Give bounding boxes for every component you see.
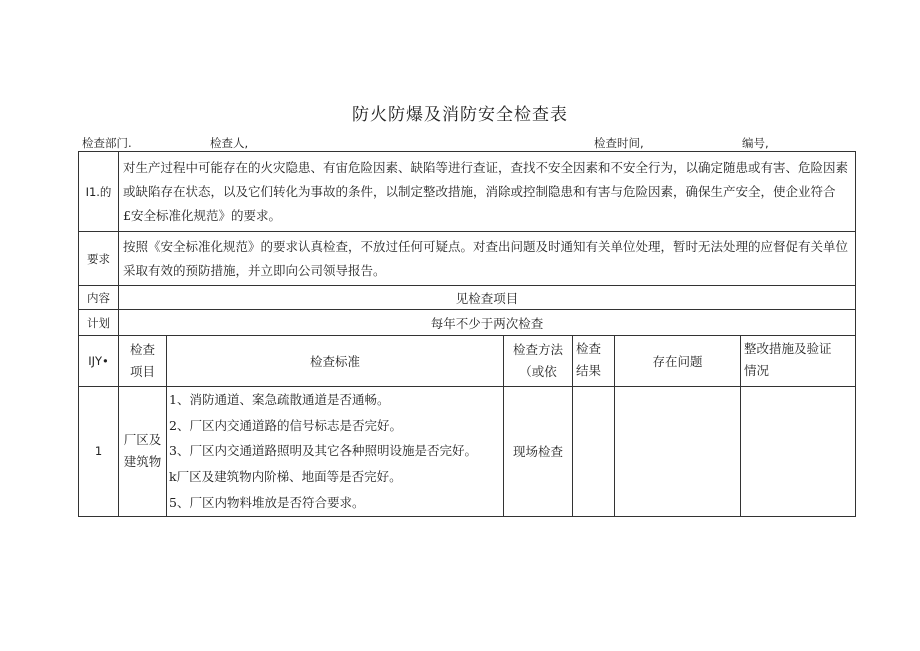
header-result [573, 336, 615, 387]
header-measure-line1: 整改措施及验证 [744, 341, 832, 356]
item-measure [741, 387, 856, 517]
table-row [79, 387, 856, 517]
content-row [79, 286, 856, 310]
standard-line: 5、厂区内物料堆放是否符合要求。 [169, 494, 365, 510]
plan-label: 计划 [79, 310, 119, 336]
requirement-label: 要求 [79, 232, 119, 286]
header-result-line1: 检查 [576, 341, 602, 356]
purpose-label: I1.的 [79, 152, 119, 232]
standard-line: 3、厂区内交通道路照明及其它各种照明设施是否完好。 [169, 443, 477, 459]
plan-row [79, 310, 856, 336]
item-name-line1: 厂区及 [123, 432, 162, 448]
item-method: 现场检查 [504, 387, 573, 517]
header-method-line2: （或依 [519, 364, 557, 379]
meta-dept-label: 检查部门. [82, 136, 132, 150]
standard-line: 1、消防通道、案急疏散通道是否通畅。 [169, 392, 390, 407]
plan-text: 每年不少于两次检查 [119, 310, 856, 336]
meta-inspector-label: 检查人, [210, 136, 249, 150]
content-label: 内容 [79, 286, 119, 310]
meta-number-label: 编号, [742, 136, 769, 150]
item-no: 1 [79, 387, 119, 517]
document-title: 防火防爆及消防安全检查表 [352, 105, 568, 125]
item-result [573, 387, 615, 517]
header-method-line1: 检查方法 [512, 342, 563, 357]
requirement-row [79, 232, 856, 286]
standard-line: k厂区及建筑物内阶梯、地面等是否完好。 [169, 469, 402, 485]
header-no: IJY• [79, 336, 119, 387]
item-standards [167, 387, 504, 517]
inspection-table [78, 151, 856, 517]
header-method [504, 336, 573, 387]
header-item [119, 336, 167, 387]
header-item-line1: 检查 [129, 342, 155, 357]
header-item-line2: 项目 [129, 364, 155, 379]
item-name [119, 387, 167, 517]
header-result-line2: 结果 [576, 363, 602, 378]
purpose-text: 对生产过程中可能存在的火灾隐患、有宙危险因素、缺陷等进行查证，查找不安全因素和不安全行为，以确定随患或有害、危险因素或缺陷存在状态，以及它们转化为事故的条件，以制定整改措施，消除或控制隐患和有害与危险因素，确保生产安全，使企业符合£安全标准化规范》的要求。 [119, 152, 856, 232]
header-measure-line2: 情况 [744, 363, 770, 378]
standard-line: 2、厂区内交通道路的信号标志是否完好。 [169, 417, 402, 433]
header-issue: 存在问题 [615, 336, 741, 387]
purpose-row [79, 152, 856, 232]
item-name-line2: 建筑物 [123, 454, 162, 470]
item-issue [615, 387, 741, 517]
header-row [79, 336, 856, 387]
meta-time-label: 检查时间, [594, 136, 644, 150]
content-text: 见检查项目 [119, 286, 856, 310]
header-standard: 检查标准 [167, 336, 504, 387]
header-measure [741, 336, 856, 387]
requirement-text: 按照《安全标准化规范》的要求认真检查，不放过任何可疑点。对查出问题及时通知有关单位处理，暂时无法处理的应督促有关单位采取有效的预防措施，并立即向公司领导报告。 [119, 232, 856, 286]
